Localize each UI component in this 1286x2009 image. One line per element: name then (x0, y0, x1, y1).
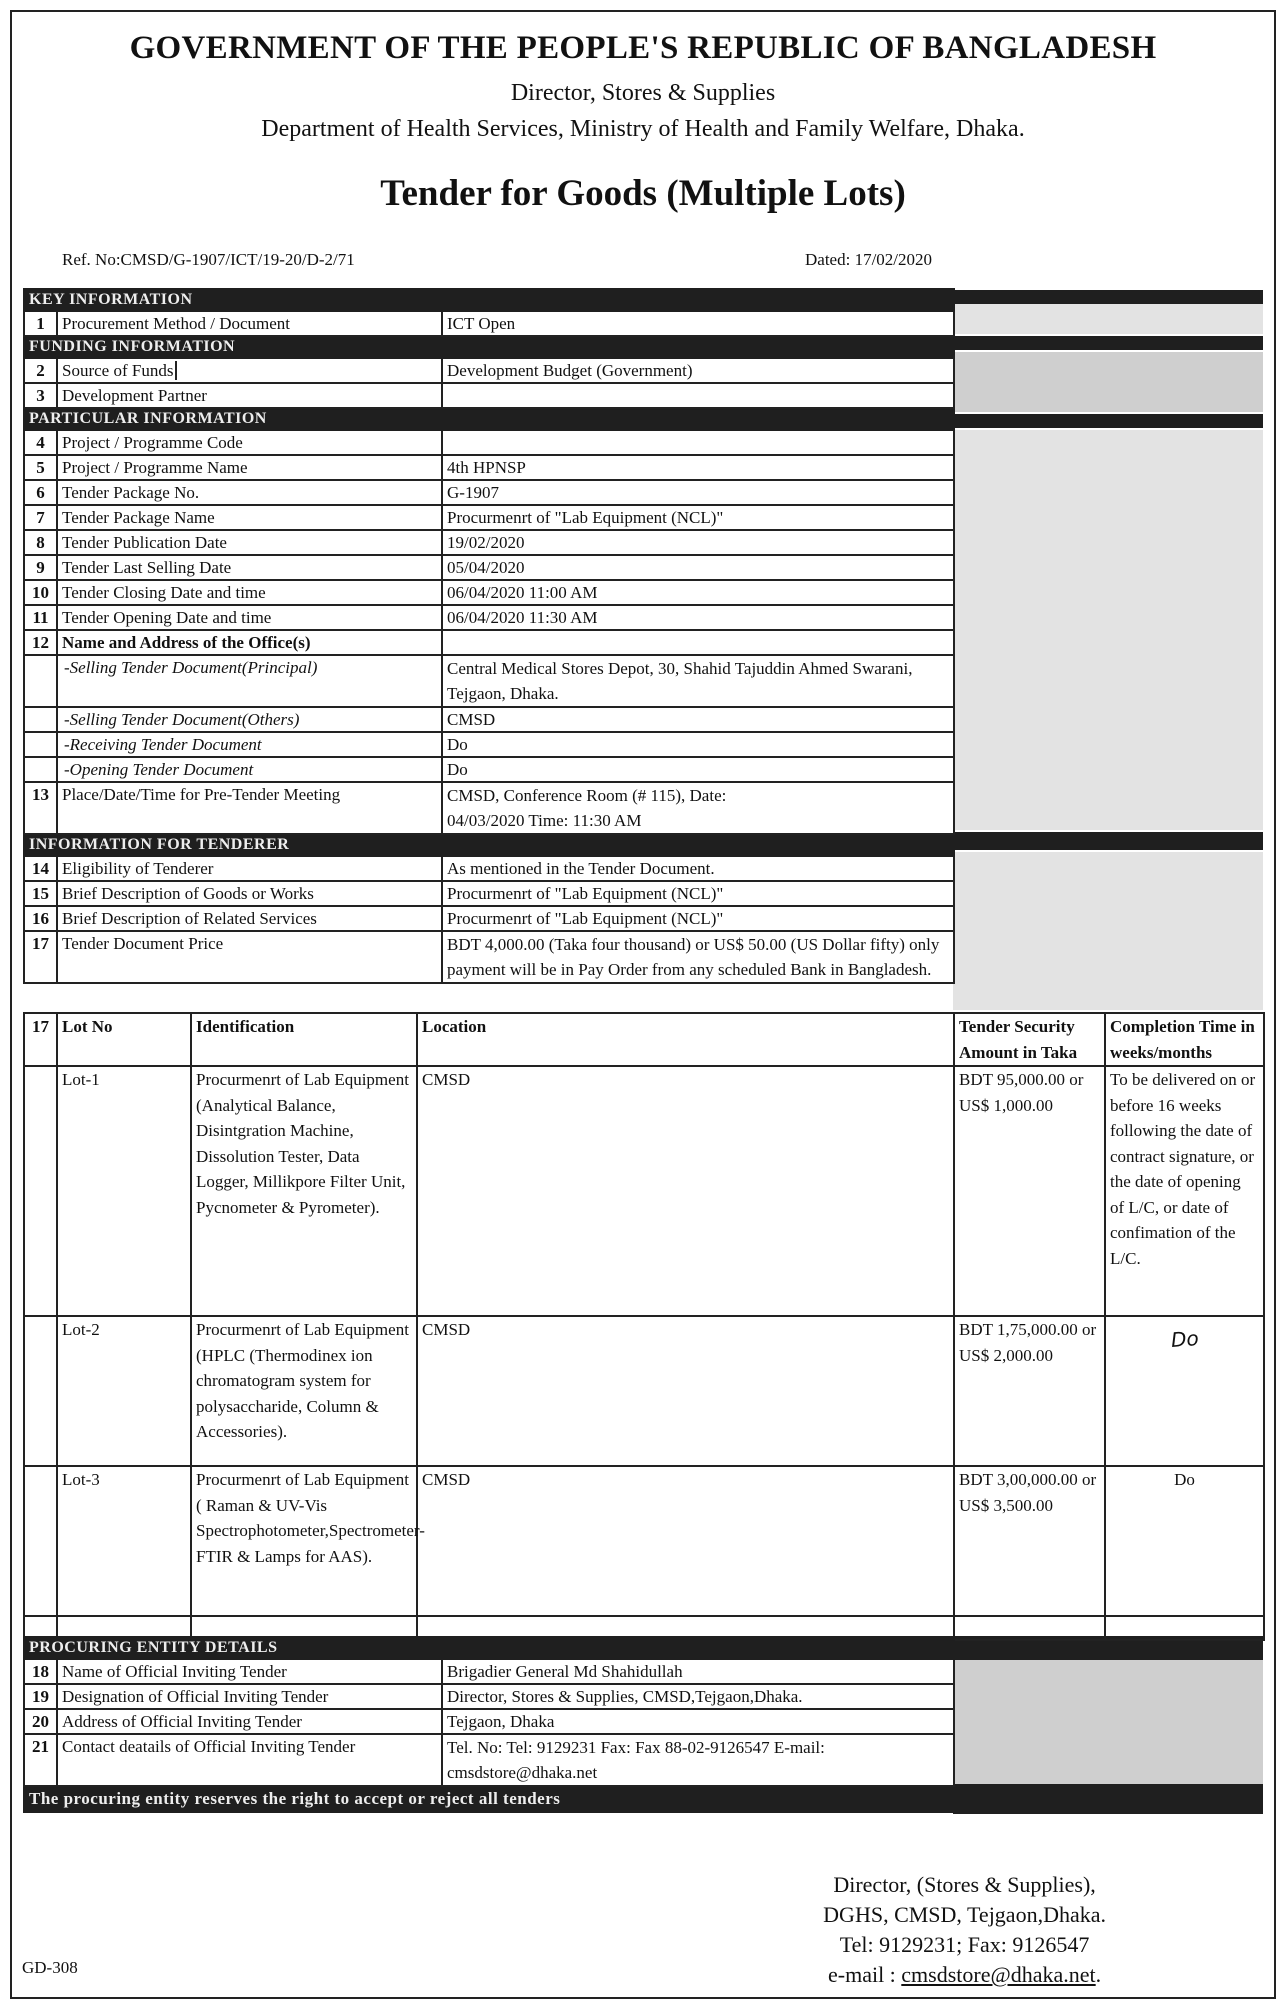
row-label: -Opening Tender Document (57, 757, 442, 782)
table-row (24, 383, 954, 408)
row-value: 4th HPNSP (442, 455, 954, 480)
row-label: Tender Package Name (57, 505, 442, 530)
row-number: 2 (24, 358, 57, 383)
right-dark-band (953, 414, 1263, 428)
row-number: 21 (24, 1734, 57, 1786)
row-value: As mentioned in the Tender Document. (442, 856, 954, 881)
lot-completion: To be delivered on or before 16 weeks following the date of contract signature, or the date of opening of L/C, or date of confimation of the L/C. (1105, 1066, 1264, 1316)
row-number: 15 (24, 881, 57, 906)
section-procuring-entity: PROCURING ENTITY DETAILS (24, 1637, 954, 1659)
procuring-entity-table (23, 1636, 955, 1813)
signature-email-line (823, 1960, 1106, 1990)
col-header-lot: Lot No (57, 1013, 191, 1066)
email-prefix: e-mail : (827, 1962, 902, 1987)
row-value: Do (442, 757, 954, 782)
reference-number: Ref. No:CMSD/G-1907/ICT/19-20/D-2/71 (62, 250, 355, 269)
row-number: 4 (24, 430, 57, 455)
row-value: 06/04/2020 11:30 AM (442, 605, 954, 630)
row-label: Development Partner (57, 383, 442, 408)
row-label: Address of Official Inviting Tender (57, 1709, 442, 1734)
handwritten-do: Do (1169, 1326, 1200, 1352)
row-number (24, 707, 57, 732)
row-number (24, 1066, 57, 1316)
row-value: Director, Stores & Supplies, CMSD,Tejgaon,Dhaka. (442, 1684, 954, 1709)
government-heading: GOVERNMENT OF THE PEOPLE'S REPUBLIC OF BANGLADESH (129, 30, 1157, 66)
row-label: Name and Address of the Office(s) (57, 630, 442, 655)
row-number: 20 (24, 1709, 57, 1734)
table-row (24, 906, 954, 931)
lot-location: CMSD (417, 1316, 954, 1466)
page-title: Tender for Goods (Multiple Lots) (380, 173, 906, 214)
lots-table (23, 1012, 1265, 1641)
row-label: Tender Closing Date and time (57, 580, 442, 605)
row-number (24, 655, 57, 707)
lot-security: BDT 3,00,000.00 or US$ 3,500.00 (954, 1466, 1105, 1616)
right-shade (953, 1660, 1263, 1784)
table-row (24, 580, 954, 605)
table-row (24, 455, 954, 480)
table-row (24, 732, 954, 757)
row-value: ICT Open (442, 311, 954, 336)
row-number: 7 (24, 505, 57, 530)
table-row (24, 1659, 954, 1684)
department-subheading: Department of Health Services, Ministry of Health and Family Welfare, Dhaka. (261, 116, 1025, 142)
row-value (442, 383, 954, 408)
table-row (24, 480, 954, 505)
row-number: 8 (24, 530, 57, 555)
right-shade (953, 352, 1263, 412)
row-number: 12 (24, 630, 57, 655)
section-key-information: KEY INFORMATION (24, 289, 954, 311)
table-row (24, 881, 954, 906)
row-label: Eligibility of Tenderer (57, 856, 442, 881)
table-row (24, 1709, 954, 1734)
row-number: 11 (24, 605, 57, 630)
lot-location: CMSD (417, 1066, 954, 1316)
lot-location: CMSD (417, 1466, 954, 1616)
row-value (442, 630, 954, 655)
footer-notice: The procuring entity reserves the right to accept or reject all tenders (24, 1786, 954, 1812)
table-row (24, 1734, 954, 1786)
lot-completion: Do (1105, 1466, 1264, 1616)
row-value: BDT 4,000.00 (Taka four thousand) or US$ 50.00 (US Dollar fifty) only payment will be in Pay Order from any scheduled Bank in Bangladesh. (442, 931, 954, 983)
table-row (24, 605, 954, 630)
table-row (24, 655, 954, 707)
row-value: 19/02/2020 (442, 530, 954, 555)
row-label (57, 358, 442, 383)
row-number: 19 (24, 1684, 57, 1709)
row-value: Central Medical Stores Depot, 30, Shahid Tajuddin Ahmed Swarani, Tejgaon, Dhaka. (442, 655, 954, 707)
lot-completion (1105, 1316, 1264, 1466)
row-value: CMSD (442, 707, 954, 732)
row-number: 14 (24, 856, 57, 881)
row-number: 17 (24, 931, 57, 983)
row-number: 1 (24, 311, 57, 336)
lot-row (24, 1066, 1264, 1316)
right-dark-band (953, 1784, 1263, 1814)
table-row (24, 358, 954, 383)
row-label: Tender Package No. (57, 480, 442, 505)
col-header-security: Tender Security Amount in Taka (954, 1013, 1105, 1066)
lot-row (24, 1316, 1264, 1466)
section-funding-information: FUNDING INFORMATION (24, 336, 954, 358)
row-number: 5 (24, 455, 57, 480)
signature-line: Tel: 9129231; Fax: 9126547 (839, 1932, 1090, 1957)
lot-security: BDT 1,75,000.00 or US$ 2,000.00 (954, 1316, 1105, 1466)
row-number (24, 1316, 57, 1466)
table-row (24, 630, 954, 655)
lot-security: BDT 95,000.00 or US$ 1,000.00 (954, 1066, 1105, 1316)
right-shade (953, 430, 1263, 830)
row-value: Development Budget (Government) (442, 358, 954, 383)
row-label: Tender Last Selling Date (57, 555, 442, 580)
row-label: Brief Description of Related Services (57, 906, 442, 931)
right-dark-band (953, 832, 1263, 850)
row-value: CMSD, Conference Room (# 115), Date: 04/03/2020 Time: 11:30 AM (442, 782, 954, 834)
email-suffix: . (1095, 1962, 1102, 1987)
director-subheading: Director, Stores & Supplies (510, 80, 776, 106)
row-number (24, 757, 57, 782)
row-value: G-1907 (442, 480, 954, 505)
row-value: Brigadier General Md Shahidullah (442, 1659, 954, 1684)
row-value: 06/04/2020 11:00 AM (442, 580, 954, 605)
col-header-completion: Completion Time in weeks/months (1105, 1013, 1264, 1066)
row-value (442, 430, 954, 455)
row-number: 16 (24, 906, 57, 931)
row-value: Tel. No: Tel: 9129231 Fax: Fax 88-02-9126547 E-mail: cmsdstore@dhaka.net (442, 1734, 954, 1786)
row-label: -Receiving Tender Document (57, 732, 442, 757)
row-value: Procurmenrt of "Lab Equipment (NCL)" (442, 881, 954, 906)
dated: Dated: 17/02/2020 (805, 250, 933, 269)
signature-line: Director, (Stores & Supplies), (833, 1872, 1096, 1897)
row-label: -Selling Tender Document(Principal) (57, 655, 442, 707)
row-number: 6 (24, 480, 57, 505)
signature-block (823, 1870, 1106, 1990)
tender-info-table (23, 288, 955, 984)
row-label: Place/Date/Time for Pre-Tender Meeting (57, 782, 442, 834)
table-row (24, 856, 954, 881)
row-label: Brief Description of Goods or Works (57, 881, 442, 906)
row-label: Project / Programme Code (57, 430, 442, 455)
col-header-identification: Identification (191, 1013, 417, 1066)
row-number: 18 (24, 1659, 57, 1684)
table-row (24, 555, 954, 580)
row-number: 17 (24, 1013, 57, 1066)
row-label: -Selling Tender Document(Others) (57, 707, 442, 732)
section-information-for-tenderer: INFORMATION FOR TENDERER (24, 834, 954, 856)
row-value: Tejgaon, Dhaka (442, 1709, 954, 1734)
lot-number: Lot-3 (57, 1466, 191, 1616)
table-row (24, 1684, 954, 1709)
table-row (24, 757, 954, 782)
lot-identification: Procurmenrt of Lab Equipment (HPLC (Thermodinex ion chromatogram system for polysaccharide, Column & Accessories). (191, 1316, 417, 1466)
document-code: GD-308 (22, 1958, 78, 1977)
section-particular-information: PARTICULAR INFORMATION (24, 408, 954, 430)
table-row (24, 707, 954, 732)
email-link[interactable]: cmsdstore@dhaka.net (901, 1962, 1096, 1987)
row-label: Tender Opening Date and time (57, 605, 442, 630)
row-value: Procurmenrt of "Lab Equipment (NCL)" (442, 906, 954, 931)
lots-header-row (24, 1013, 1264, 1066)
lot-number: Lot-2 (57, 1316, 191, 1466)
table-row (24, 311, 954, 336)
row-label: Tender Publication Date (57, 530, 442, 555)
table-row (24, 530, 954, 555)
row-number: 9 (24, 555, 57, 580)
row-number: 10 (24, 580, 57, 605)
source-of-funds-label: Source of Funds (62, 361, 177, 380)
row-label: Project / Programme Name (57, 455, 442, 480)
table-row (24, 782, 954, 834)
row-label: Contact deatails of Official Inviting Tender (57, 1734, 442, 1786)
lot-number: Lot-1 (57, 1066, 191, 1316)
row-number: 13 (24, 782, 57, 834)
table-row (24, 430, 954, 455)
row-value: Procurmenrt of "Lab Equipment (NCL)" (442, 505, 954, 530)
row-label: Tender Document Price (57, 931, 442, 983)
lot-identification: Procurmenrt of Lab Equipment ( Raman & UV-Vis Spectrophotometer,Spectrometer-FTIR & Lamps for AAS). (191, 1466, 417, 1616)
row-number (24, 732, 57, 757)
row-value: 05/04/2020 (442, 555, 954, 580)
row-number (24, 1466, 57, 1616)
row-label: Designation of Official Inviting Tender (57, 1684, 442, 1709)
right-dark-band (953, 336, 1263, 350)
table-row (24, 505, 954, 530)
right-shade (953, 852, 1263, 1010)
row-number: 3 (24, 383, 57, 408)
right-shade (953, 304, 1263, 334)
lot-identification: Procurmenrt of Lab Equipment (Analytical Balance, Disintgration Machine, Dissolution Tester, Data Logger, Millikpore Filter Unit, Pycnometer & Pyrometer). (191, 1066, 417, 1316)
row-value: Do (442, 732, 954, 757)
lot-row (24, 1466, 1264, 1616)
table-row (24, 931, 954, 983)
row-label: Procurement Method / Document (57, 311, 442, 336)
row-label: Name of Official Inviting Tender (57, 1659, 442, 1684)
col-header-location: Location (417, 1013, 954, 1066)
right-dark-band (953, 290, 1263, 304)
signature-line: DGHS, CMSD, Tejgaon,Dhaka. (823, 1902, 1106, 1927)
